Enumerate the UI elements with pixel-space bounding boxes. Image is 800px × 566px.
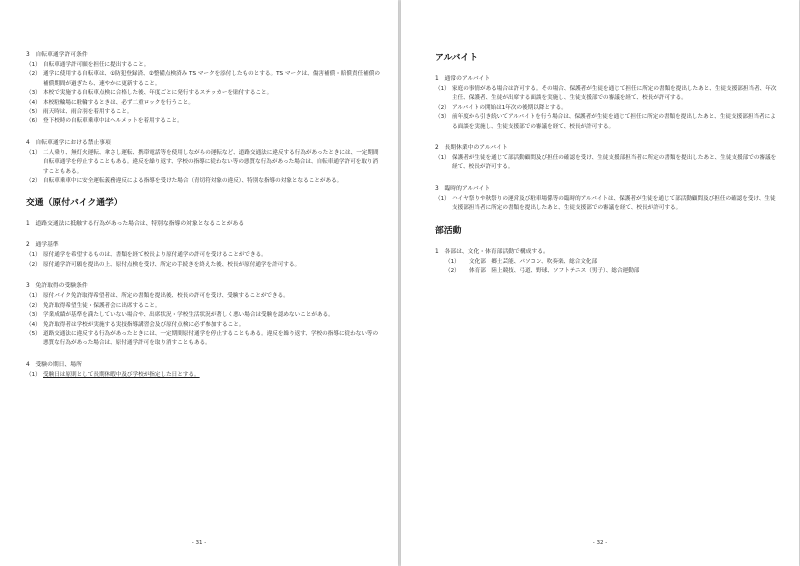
moped-traffic-law-note [26,219,380,229]
list-item [26,321,380,330]
list-item [26,261,380,270]
section-heading: 3 臨時的アルバイト [435,185,491,192]
item-text: 自転車通学許可願を担任に提出すること。 [43,62,150,68]
list-item [435,113,777,132]
long-vacation-part-time-job [435,143,777,173]
list-item [26,292,380,301]
list-item [435,104,777,113]
item-text: 受験日は原則として長期休暇中及び学校が指定した日とする。 [43,371,200,378]
right-page [401,0,799,566]
list-item [26,99,380,108]
item-text: 家庭の事情がある場合は許可する。その場合、保護者が生徒を通じて担任に所定の書類を提出したあと、生徒支援部担当者、年次主任、保護者、生徒が出席する面談を実施し、生徒支援部での審議を経て、校長が許可する。 [452,86,777,102]
item-number: （2） [445,268,460,275]
item-text: 免許取得希望生徒・保護者会に出席すること。 [43,302,161,309]
item-text: アルバイトの開始は1年次の後期以降とする。 [452,104,567,111]
list-item [435,154,777,173]
item-text: 通学に使用する自転車は、①防犯登録済、②整備点検済み TS マークを添付したものとする。TS マークは、傷害補償・賠償責任補償の補償期間が過ぎたら、速やかに更新すること。 [43,71,380,87]
item-number: （5） [26,109,41,116]
moped-section-title: 交通（原付バイク通学） [26,198,123,209]
list-item [26,177,380,186]
section-heading: 3 免許取得の受験条件 [26,283,88,290]
item-number: （3） [26,90,41,97]
regular-part-time-job [435,74,777,132]
list-item [26,70,380,89]
list-item [435,267,777,276]
item-number: （4） [26,99,41,106]
list-item [26,149,380,177]
moped-commute-criteria [26,240,380,270]
left-page [0,0,398,566]
item-number: （2） [26,71,41,78]
item-number: （4） [26,321,41,328]
item-number: （1） [435,86,450,92]
page-number: - 32 - [592,540,608,546]
list-item [26,330,380,349]
list-item [435,258,777,267]
item-text: 雨天時は、雨合羽を着用すること。 [43,109,133,116]
bicycle-prohibited-acts [26,138,380,187]
item-text: 免許取得者は学校が実施する実技指導講習会及び原付点検に必ず参加すること。 [43,321,245,328]
list-item [26,371,380,380]
club-section-title: 部活動 [435,225,462,236]
list-item [435,195,777,214]
section-heading: 4 受験の期日、場所 [26,361,82,368]
item-text: 保護者が生徒を通じて部活動顧問及び担任の確認を受け、生徒支援部担当者に所定の書類を提出したあと、生徒支援部での審議を経て、校長が許可する。 [452,155,777,171]
section-heading: 1 道路交通法に抵触する行為があった場合は、特別な指導の対象となることがある [26,221,245,228]
item-number: （1） [26,371,41,378]
item-number: （1） [435,155,450,162]
section-heading: 1 通常のアルバイト [435,76,491,82]
item-number: （1） [26,293,41,300]
section-heading: 2 通学基準 [26,242,59,249]
list-item [26,311,380,320]
list-item [435,85,777,104]
list-item [26,108,380,117]
item-text: 学業成績が基準を満たしていない場合や、出席状況・学校生活状況が著しく悪い場合は受験を認めないことがある。 [43,312,334,319]
item-text: 道路交通法に違反する行為があったときには、一定期間原付通学を停止することもある。違反を繰り返す、学校の指導に従わない等の悪質な行為があった場合は、原付通学許可を取り消すこともある。 [43,330,379,347]
item-text: 原付通学を希望するものは、書類を経て校長より原付通学の許可を受けることができる。 [43,252,267,259]
section-heading: 2 長期休業中のアルバイト [435,145,508,152]
club-composition [435,247,777,277]
item-text: ハイヤ祭りや秋祭りの運営及び駐車場係等の臨時的アルバイトは、保護者が生徒を通じて部活動顧問及び担任の確認を受け、生徒支援部担当者に所定の書類を提出したあと、生徒支援部での審議を経て、校長が許可する。 [452,195,776,212]
item-text: 体育部 陸上競技、弓道、野球、ソフトテニス（男子）、総合運動部 [469,268,640,275]
item-number: （1） [445,258,460,265]
item-text: 原付バイク免許取得希望者は、所定の書類を提出後、校長の許可を受け、受験することができる。 [43,293,289,300]
item-number: （2） [26,261,41,268]
list-item [26,302,380,311]
exam-date-place [26,360,380,380]
item-text: 原付通学許可願を提出の上、原付点検を受け、所定の手続きを終えた後、校長が原付通学を許可する。 [43,261,301,268]
arbeit-section-title: アルバイト [435,53,479,63]
page-number: - 31 - [191,540,207,546]
section-heading: 3 自転車通学許可条件 [26,52,88,58]
right-page-content [435,50,777,287]
bicycle-permit-conditions [26,50,380,127]
list-item [26,117,380,126]
item-number: （1） [26,149,41,156]
list-item [26,61,380,70]
item-text: 二人乗り、無灯火運転、傘さし運転、携帯電話等を使用しながらの運転など、道路交通法に違反する行為があったときには、一定期間自転車通学を停止することもある。違反を繰り返す、学校の指導に従わない等の悪質な行為があった場合は、自転車通学許可を取り消すこともある。 [43,149,379,175]
section-heading: 1 各部は、文化・体育部活動で構成する。 [435,248,549,255]
item-number: （1） [26,252,41,259]
item-number: （5） [26,330,41,337]
item-number: （2） [26,178,41,185]
item-number: （1） [435,195,450,202]
item-text: 登下校時の自転車乗車中はヘルメットを着用すること。 [43,118,183,125]
list-item [26,251,380,260]
item-number: （6） [26,118,41,125]
license-exam-conditions [26,281,380,348]
item-number: （2） [26,302,41,309]
item-text: 前年度から引き続いてアルバイトを行う場合は、保護者が生徒を通じて担任に所定の書類を提出したあと、生徒支援部担当者による面談を実施し、生徒支援部での審議を経て、校長が許可する。 [452,114,776,130]
list-item [26,89,380,98]
item-text: 自転車乗車中に安全運転義務違反による指導を受けた場合（青切符対象の違反）、特別な指導の対象となることがある。 [43,178,343,185]
item-number: （3） [26,312,41,319]
item-number: （2） [435,104,450,111]
section-heading: 4 自転車通学における禁止事項 [26,139,111,146]
temporary-part-time-job [435,184,777,214]
item-text: 本校駐輪場に駐輪するときは、必ず二重ロックを行うこと。 [43,99,194,106]
item-number: （1） [26,62,41,68]
left-page-content [26,50,380,391]
item-text: 本校で実施する自転車点検に合格した後、年度ごとに発行するステッカーを貼付すること。 [43,90,273,97]
item-text: 文化部 郷土芸能、パソコン、吹奏楽、総合文化部 [469,258,598,265]
item-number: （3） [435,114,450,121]
